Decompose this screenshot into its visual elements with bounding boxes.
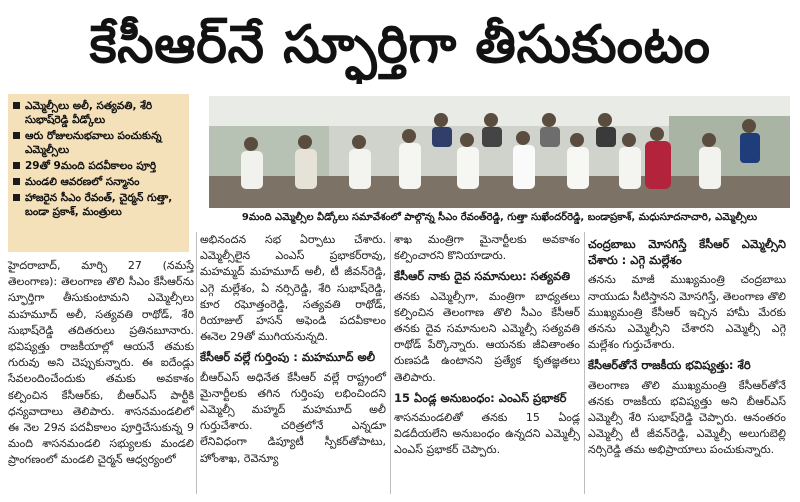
square-bullet-icon [13, 162, 20, 169]
article-paragraph: తెలంగాణ తొలి ముఖ్యమంత్రి కేసీఆర్‌తోనే తనకు రాజకీయ భవిష్యత్తు అని బీఆర్‌ఎస్ ఎమ్మెల్సీ శేరి సుభాష్‌రెడ్డి చెప్పారు. ఆనంతరం ఎమ్మెల్సీ టీ జీవన్‌రెడ్డి, ఎమ్మెల్సీ అలుగుబెల్లి నర్సిరెడ్డి తమ అభిప్రాయాలు పంచుకున్నారు. [588, 378, 786, 457]
column-divider [390, 232, 391, 494]
highlight-item [13, 175, 185, 189]
article-subheading: కేసీఆర్ నాకు దైవ సమానులు: సత్యవతి [394, 269, 571, 284]
article-column-1 [8, 258, 194, 472]
article-subheading: 15 ఏండ్ల అనుబంధం: ఎంఎస్ ప్రభాకర్ [394, 390, 567, 405]
square-bullet-icon [13, 178, 20, 185]
article-subheading: చంద్రబాబు మోసగిస్తే కేసీఆర్ ఎమ్మెల్సీని చేశారు : ఎగ్గె మల్లేశం [588, 237, 786, 268]
highlight-item [13, 159, 185, 173]
highlight-text: హాజరైన సీఎం రేవంత్, చైర్మన్ గుత్తా, బండా ప్రకాశ్, మంత్రులు [25, 192, 173, 218]
square-bullet-icon [13, 102, 20, 109]
article-column-4 [588, 232, 786, 462]
highlight-item [13, 129, 185, 157]
article-paragraph: హైదరాబాద్, మార్చి 27 (నమస్తే తెలంగాణ): తెలంగాణ తొలి సీఎం కేసీఆర్‌ను స్ఫూర్తిగా తీసుకుంటామని ఎమ్మెల్సీలు మహమూద్ అలీ, సత్యవతి రాథోడ్, శేరి సుభాష్‌రెడ్డి తదితరులు ప్రతినబూనారు. భవిష్యత్తు రాజకీయాల్లో ఆయనే తమకు గురువు అని చెప్పుకున్నారు. ఈ ఐదేండ్లు సేవలందించేందుకు తమకు అవకాశం కల్పించిన కేసీఆర్‌కు, బీఆర్‌ఎస్ పార్టీకి ధన్యవాదాలు తెలిపారు. శాసనమండలిలో ఈ నెల 29న పదవీకాలం పూర్తిచేసుకున్న 9 మంది శాసనమండలి సభ్యులకు మండలి ప్రాంగణంలో మండలి చైర్మన్ ఆధ్వర్యంలో [8, 259, 194, 467]
headline: కేసీఆర్‌నే స్ఫూర్తిగా తీసుకుంటం [89, 15, 711, 75]
article-paragraph: శాఖ మంత్రిగా మైనార్టీలకు అవకాశం కల్పించారని కొనియాడారు. [394, 233, 580, 263]
article-paragraph: అభినందన సభ ఏర్పాటు చేశారు. ఎమ్మెల్సీలైన ఎంఎస్ ప్రభాకర్‌రావు, మహమ్మద్ మహమూద్ అలీ, టీ జీవన్‌రెడ్డి, ఎగ్గె మల్లేశం, ఏ నర్సిరెడ్డి, శేరి సుభాష్‌రెడ్డి, కూర రఘోత్తంరెడ్డి, సత్యవతి రాథోడ్, రియాజుల్ హసన్ అఫెండి పదవీకాలం ఈనెల 29తో ముగియనున్నది. [200, 233, 386, 344]
article-paragraph: శాసనమండలితో తనకు 15 ఏండ్ల విడదీయలేని అనుబంధం ఉన్నదని ఎమ్మెల్సీ ఎంఎస్ ప్రభాకర్ చెప్పారు. [394, 411, 580, 457]
highlights-box [8, 94, 189, 252]
square-bullet-icon [13, 194, 20, 201]
group-photo-illustration [209, 96, 790, 208]
article-paragraph: బీఆర్‌ఎస్ అధినేత కేసీఆర్ వల్లే రాష్ట్రంలో మైనార్టీలకు తగిన గుర్తింపు లభించిందని ఎమ్మెల్సీ మహ్మద్ మహమూద్ అలీ గుర్తుచేశారు. చరిత్రలోనే ఎన్నడూ లేనివిధంగా డిప్యూటీ స్పీకర్‌తోపాటు, హోంశాఖ, రెవెన్యూ [200, 370, 386, 465]
highlight-item [13, 191, 185, 219]
highlight-text: 29తో 9మంది పదవీకాలం పూర్తి [25, 160, 157, 172]
column-divider [584, 232, 585, 494]
highlight-item [13, 99, 185, 127]
article-paragraph: తనకు ఎమ్మెల్సీగా, మంత్రిగా బాధ్యతలు కల్పించిన తెలంగాణ తొలి సీఎం కేసీఆర్ తనకు దైవ సమానులని ఎమ్మెల్సీ సత్యవతి రాథోడ్ పేర్కొన్నారు. ఆయనకు జీవితాంతం రుణపడి ఉంటానని ప్రత్యేక కృతజ్ఞతలు తెలిపారు. [394, 289, 580, 384]
photo-caption: 9మంది ఎమ్మెల్సీల వీడ్కోలు సమావేశంలో పాల్గొన్న సీఎం రేవంత్‌రెడ్డి, గుత్తా సుఖేందర్‌రెడ్డి, బండాప్రకాశ్, మధుసూదనాచారి, ఎమ్మెల్సీలు [241, 212, 758, 223]
article-subheading: కేసీఆర్ వల్లే గుర్తింపు : మహమూద్ అలీ [200, 350, 376, 365]
article-column-2 [200, 232, 386, 470]
highlight-text: ఆరు రోజులనుభవాలు పంచుకున్న ఎమ్మెల్సీలు [25, 130, 162, 156]
article-column-3 [394, 232, 580, 462]
highlight-text: మండలి ఆవరణలో సన్మానం [25, 176, 140, 188]
group-photo [209, 96, 790, 208]
column-divider [196, 232, 197, 494]
article-subheading: కేసీఆర్‌తోనే రాజకీయ భవిష్యత్తు: శేరి [588, 358, 751, 373]
article-paragraph: తనను మాజీ ముఖ్యమంత్రి చంద్రబాబు నాయుడు సీటిస్తానని మోసగిస్తే, తెలంగాణ తొలి ముఖ్యమంత్రి కేసీఆర్ ఇచ్చిన హామీ మేరకు తనను ఎమ్మెల్సీని చేశారని ఎమ్మెల్సీ ఎగ్గె మల్లేశం గుర్తుచేశారు. [588, 273, 786, 352]
highlight-text: ఎమ్మెల్సీలు అలీ, సత్యవతి, శేరి సుభాష్‌రెడ్డి వీడ్కోలు [25, 100, 153, 126]
square-bullet-icon [13, 132, 20, 139]
